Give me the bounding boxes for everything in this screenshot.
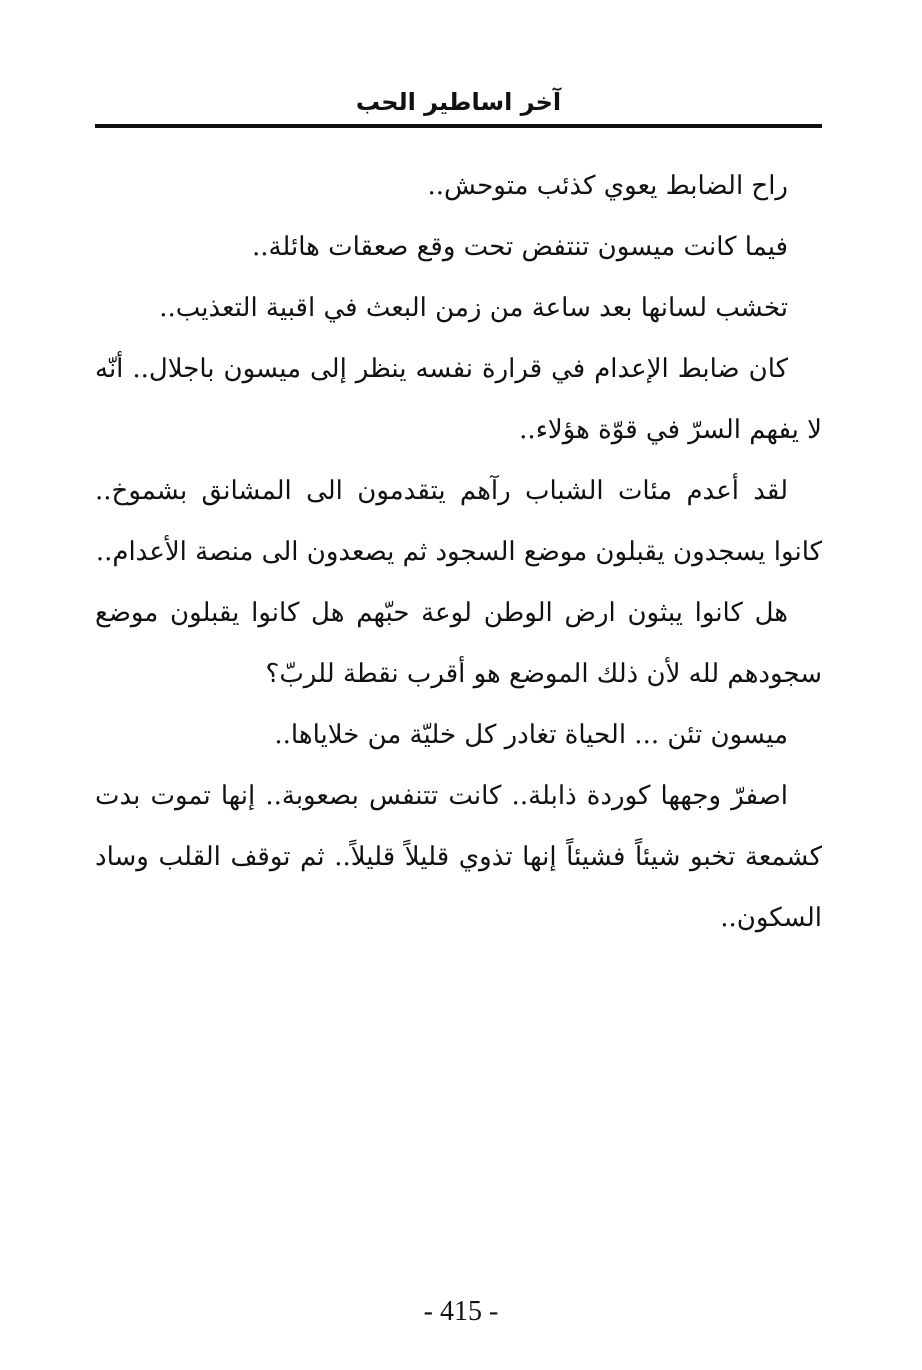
paragraph-5: لقد أعدم مئات الشباب رآهم يتقدمون الى المشانق بشموخ.. كانوا يسجدون يقبلون موضع السجود ثم يصعدون الى منصة الأعدام..	[95, 476, 822, 567]
paragraph-2: فيما كانت ميسون تنتفض تحت وقع صعقات هائلة..	[251, 232, 788, 262]
paragraph-4: كان ضابط الإعدام في قرارة نفسه ينظر إلى ميسون باجلال.. أنّه لا يفهم السرّ في قوّة هؤلاء..	[95, 354, 822, 445]
paragraph-7: ميسون تئن ... الحياة تغادر كل خليّة من خلاياها..	[274, 720, 788, 750]
page-number: - 415 -	[423, 1296, 499, 1327]
page-body	[95, 156, 822, 949]
paragraph-1: راح الضابط يعوي كذئب متوحش..	[427, 171, 788, 201]
running-header-title: آخر اساطير الحب	[355, 88, 562, 116]
paragraph-8: اصفرّ وجهها كوردة ذابلة.. كانت تتنفس بصعوبة.. إنها تموت بدت كشمعة تخبو شيئاً فشيئاً إنها تذوي قليلاً قليلاً.. ثم توقف القلب وساد السكون..	[95, 781, 822, 933]
header-rule	[95, 124, 822, 128]
paragraph-3: تخشب لسانها بعد ساعة من زمن البعث في اقبية التعذيب..	[159, 293, 788, 323]
paragraph-6: هل كانوا يبثون ارض الوطن لوعة حبّهم هل كانوا يقبلون موضع سجودهم لله لأن ذلك الموضع هو أقرب نقطة للربّ؟	[95, 598, 822, 689]
